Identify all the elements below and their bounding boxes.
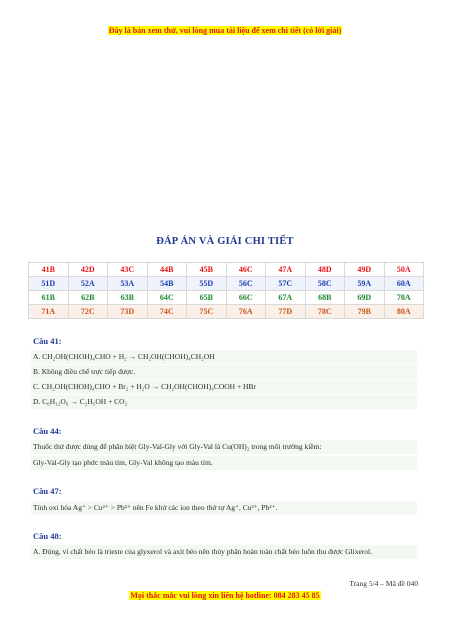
answer-cell: 63B — [108, 291, 148, 305]
answer-cell: 72C — [68, 305, 108, 319]
answer-cell: 69D — [345, 291, 385, 305]
question-44-line-2: Gly-Val-Gly tạo phức màu tím, Gly-Val không tạo màu tím. — [31, 456, 417, 470]
answer-cell: 57C — [266, 277, 306, 291]
answer-cell: 54B — [147, 277, 187, 291]
answer-cell: 58C — [305, 277, 345, 291]
question-44-line-1: Thuốc thử được dùng để phân biệt Gly-Val-Gly với Gly-Val là Cu(OH)₂ trong môi trường kiềm: — [31, 440, 417, 454]
answer-cell: 80A — [384, 305, 424, 319]
question-47-heading: Câu 47: — [33, 486, 62, 496]
answer-cell: 77D — [266, 305, 306, 319]
answer-table — [28, 262, 424, 319]
preview-banner — [0, 26, 450, 35]
answer-cell: 60A — [384, 277, 424, 291]
answer-cell: 47A — [266, 263, 306, 277]
answer-cell: 53A — [108, 277, 148, 291]
answer-cell: 71A — [29, 305, 69, 319]
answer-cell: 56C — [226, 277, 266, 291]
answer-cell: 42D — [68, 263, 108, 277]
hotline-text: Mọi thắc mắc vui lòng xin liên hệ hotline: 084 283 45 85 — [130, 591, 320, 600]
answer-cell: 79B — [345, 305, 385, 319]
answer-cell: 65B — [187, 291, 227, 305]
answer-cell: 59A — [345, 277, 385, 291]
answer-cell: 78C — [305, 305, 345, 319]
answer-cell: 51D — [29, 277, 69, 291]
answer-cell: 66C — [226, 291, 266, 305]
preview-banner-text: Đây là bản xem thử, vui lòng mua tài liệu để xem chi tiết (có lời giải) — [108, 26, 342, 35]
question-41-heading: Câu 41: — [33, 336, 62, 346]
answer-cell: 48D — [305, 263, 345, 277]
answer-cell: 44B — [147, 263, 187, 277]
question-48-heading: Câu 48: — [33, 531, 62, 541]
question-44-heading: Câu 44: — [33, 426, 62, 436]
answer-cell: 43C — [108, 263, 148, 277]
hotline-footer — [0, 591, 450, 600]
question-41-option-c: C. CH₂OH(CHOH)₄CHO + Br₂ + H₂O → CH₂OH(CHOH)₄COOH + HBr — [31, 380, 417, 394]
answer-cell: 61B — [29, 291, 69, 305]
answer-cell: 70A — [384, 291, 424, 305]
answer-cell: 67A — [266, 291, 306, 305]
answer-cell: 52A — [68, 277, 108, 291]
answer-cell: 50A — [384, 263, 424, 277]
answer-cell: 64C — [147, 291, 187, 305]
answer-cell: 41B — [29, 263, 69, 277]
answer-cell: 68B — [305, 291, 345, 305]
answer-cell: 45B — [187, 263, 227, 277]
question-41-option-d: D. C₆H₁₂O₆ → C₂H₅OH + CO₂ — [31, 395, 417, 409]
answer-cell: 75C — [187, 305, 227, 319]
page-title: ĐÁP ÁN VÀ GIẢI CHI TIẾT — [156, 236, 294, 247]
question-48-line-1: A. Đúng, vì chất béo là trieste của glyxerol và axit béo nên thủy phân hoàn toàn chất béo luôn thu được Glixerol. — [31, 545, 417, 559]
answer-cell: 62B — [68, 291, 108, 305]
answer-cell: 76A — [226, 305, 266, 319]
answer-cell: 46C — [226, 263, 266, 277]
answer-row — [29, 277, 424, 291]
answer-row — [29, 305, 424, 319]
answer-cell: 55D — [187, 277, 227, 291]
question-41-option-b: B. Không điều chế trực tiếp được. — [31, 365, 417, 379]
page-number: Trang 5/4 – Mã đề 040 — [349, 579, 418, 588]
answer-row — [29, 291, 424, 305]
answer-cell: 49D — [345, 263, 385, 277]
answer-cell: 74C — [147, 305, 187, 319]
answer-cell: 73D — [108, 305, 148, 319]
question-41-option-a: A. CH₂OH(CHOH)₄CHO + H₂ → CH₂OH(CHOH)₄CH₂OH — [31, 350, 417, 364]
question-47-line-1: Tính oxi hóa Ag⁺ > Cu²⁺ > Pb²⁺ nên Fe khử các ion theo thứ tự Ag⁺, Cu²⁺, Pb²⁺. — [31, 501, 417, 515]
answer-row — [29, 263, 424, 277]
